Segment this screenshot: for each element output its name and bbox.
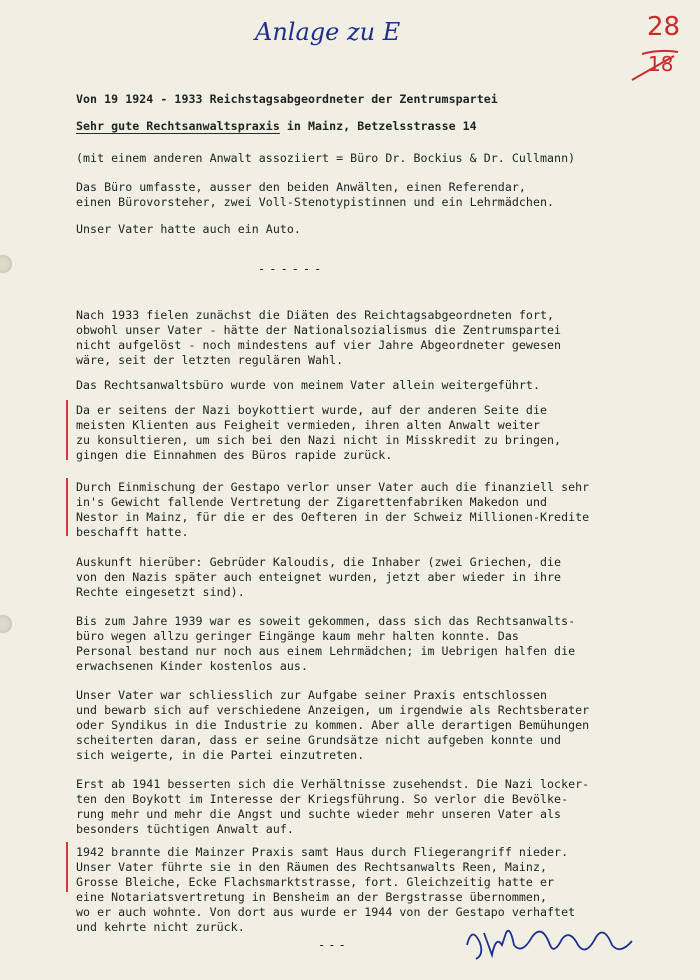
- line-19: beschafft hatte.: [76, 525, 189, 539]
- line-8: obwohl unser Vater - hätte der Nationalsozialismus die Zentrumspartei: [76, 323, 562, 337]
- line-33: ten den Boykott im Interesse der Kriegsführung. So verlor die Bevölke-: [76, 792, 569, 806]
- line-3: (mit einem anderen Anwalt assoziiert = Büro Dr. Bockius & Dr. Cullmann): [76, 151, 576, 165]
- line-2: [76, 119, 477, 134]
- separator: ------: [258, 262, 326, 276]
- line-6: Unser Vater hatte auch ein Auto.: [76, 222, 301, 236]
- line-20: Auskunft hierüber: Gebrüder Kaloudis, die Inhaber (zwei Griechen, die: [76, 555, 562, 569]
- practice-address: in Mainz, Betzelsstrasse 14: [279, 119, 477, 133]
- line-28: und bewarb sich auf verschiedene Anzeigen, um irgendwie als Rechtsberater: [76, 703, 590, 717]
- line-41: und kehrte nicht zurück.: [76, 920, 245, 934]
- line-23: Bis zum Jahre 1939 war es soweit gekommen, dass sich das Rechtsanwalts-: [76, 614, 576, 628]
- line-21: von den Nazis später auch enteignet wurden, jetzt aber wieder in ihre: [76, 570, 562, 584]
- line-38: Grosse Bleiche, Ecke Flachsmarktstrasse, fort. Gleichzeitig hatte er: [76, 875, 555, 889]
- line-29: oder Syndikus in die Industrie zu kommen. Aber alle derartigen Bemühungen: [76, 718, 590, 732]
- line-39: eine Notariatsvertretung in Bensheim an der Bergstrasse übernommen,: [76, 890, 548, 904]
- line-31: sich weigerte, in die Partei einzutreten.: [76, 748, 365, 762]
- margin-mark-3: [66, 842, 68, 892]
- line-22: Rechte eingesetzt sind).: [76, 585, 245, 599]
- line-32: Erst ab 1941 besserten sich die Verhältnisse zusehendst. Die Nazi locker-: [76, 777, 590, 791]
- line-25: Personal bestand nur noch aus einem Lehrmädchen; im Uebrigen halfen die: [76, 644, 576, 658]
- line-10: wäre, seit der letzten regulären Wahl.: [76, 353, 344, 367]
- line-12: Da er seitens der Nazi boykottiert wurde, auf der anderen Seite die: [76, 403, 548, 417]
- punch-hole-top: [0, 255, 12, 273]
- punch-hole-bottom: [0, 615, 12, 633]
- line-7: Nach 1933 fielen zunächst die Diäten des Reichtagsabgeordneten fort,: [76, 308, 555, 322]
- handwritten-header: Anlage zu E: [255, 18, 401, 46]
- line-4: Das Büro umfasste, ausser den beiden Anwälten, einen Referendar,: [76, 180, 526, 194]
- line-40: wo er auch wohnte. Von dort aus wurde er 1944 von der Gestapo verhaftet: [76, 905, 576, 919]
- line-11: Das Rechtsanwaltsbüro wurde von meinem Vater allein weitergeführt.: [76, 378, 540, 392]
- page-number: 28: [647, 12, 681, 42]
- line-5: einen Bürovorsteher, zwei Voll-Stenotypistinnen und ein Lehrmädchen.: [76, 195, 555, 209]
- practice-heading: Sehr gute Rechtsanwaltspraxis: [76, 119, 280, 133]
- line-18: Nestor in Mainz, für die er des Oefteren in der Schweiz Millionen-Kredite: [76, 510, 590, 524]
- line-9: nicht aufgelöst - noch mindestens auf vier Jahre Abgeordneter gewesen: [76, 338, 562, 352]
- line-35: besonders tüchtigen Anwalt auf.: [76, 822, 294, 836]
- line-24: büro wegen allzu geringer Eingänge kaum mehr halten konnte. Das: [76, 629, 519, 643]
- line-14: zu konsultieren, um sich bei den Nazi nicht in Misskredit zu bringen,: [76, 433, 562, 447]
- old-page-number-strike: [628, 50, 678, 84]
- margin-mark-2: [66, 478, 68, 536]
- line-30: scheiterten daran, dass er seine Grundsätze nicht aufgeben konnte und: [76, 733, 562, 747]
- line-34: rung mehr und mehr die Angst und suchte wieder mehr unseren Vater als: [76, 807, 562, 821]
- line-37: Unser Vater führte sie in den Räumen des Rechtsanwalts Reen, Mainz,: [76, 860, 548, 874]
- signature: [462, 915, 642, 965]
- old-page-number: 18: [648, 52, 674, 76]
- line-36: 1942 brannte die Mainzer Praxis samt Haus durch Fliegerangriff nieder.: [76, 845, 569, 859]
- line-16: Durch Einmischung der Gestapo verlor unser Vater auch die finanziell sehr: [76, 480, 590, 494]
- line-27: Unser Vater war schliesslich zur Aufgabe seiner Praxis entschlossen: [76, 688, 548, 702]
- line-17: in's Gewicht fallende Vertretung der Zigarettenfabriken Makedon und: [76, 495, 548, 509]
- margin-mark-1: [66, 400, 68, 460]
- line-15: gingen die Einnahmen des Büros rapide zurück.: [76, 448, 393, 462]
- line-1: Von 19 1924 - 1933 Reichstagsabgeordneter der Zentrumspartei: [76, 92, 498, 106]
- end-mark: ---: [318, 938, 349, 952]
- line-13: meisten Klienten aus Feigheit vermieden, ihren alten Anwalt weiter: [76, 418, 540, 432]
- line-26: erwachsenen Kinder kostenlos aus.: [76, 659, 308, 673]
